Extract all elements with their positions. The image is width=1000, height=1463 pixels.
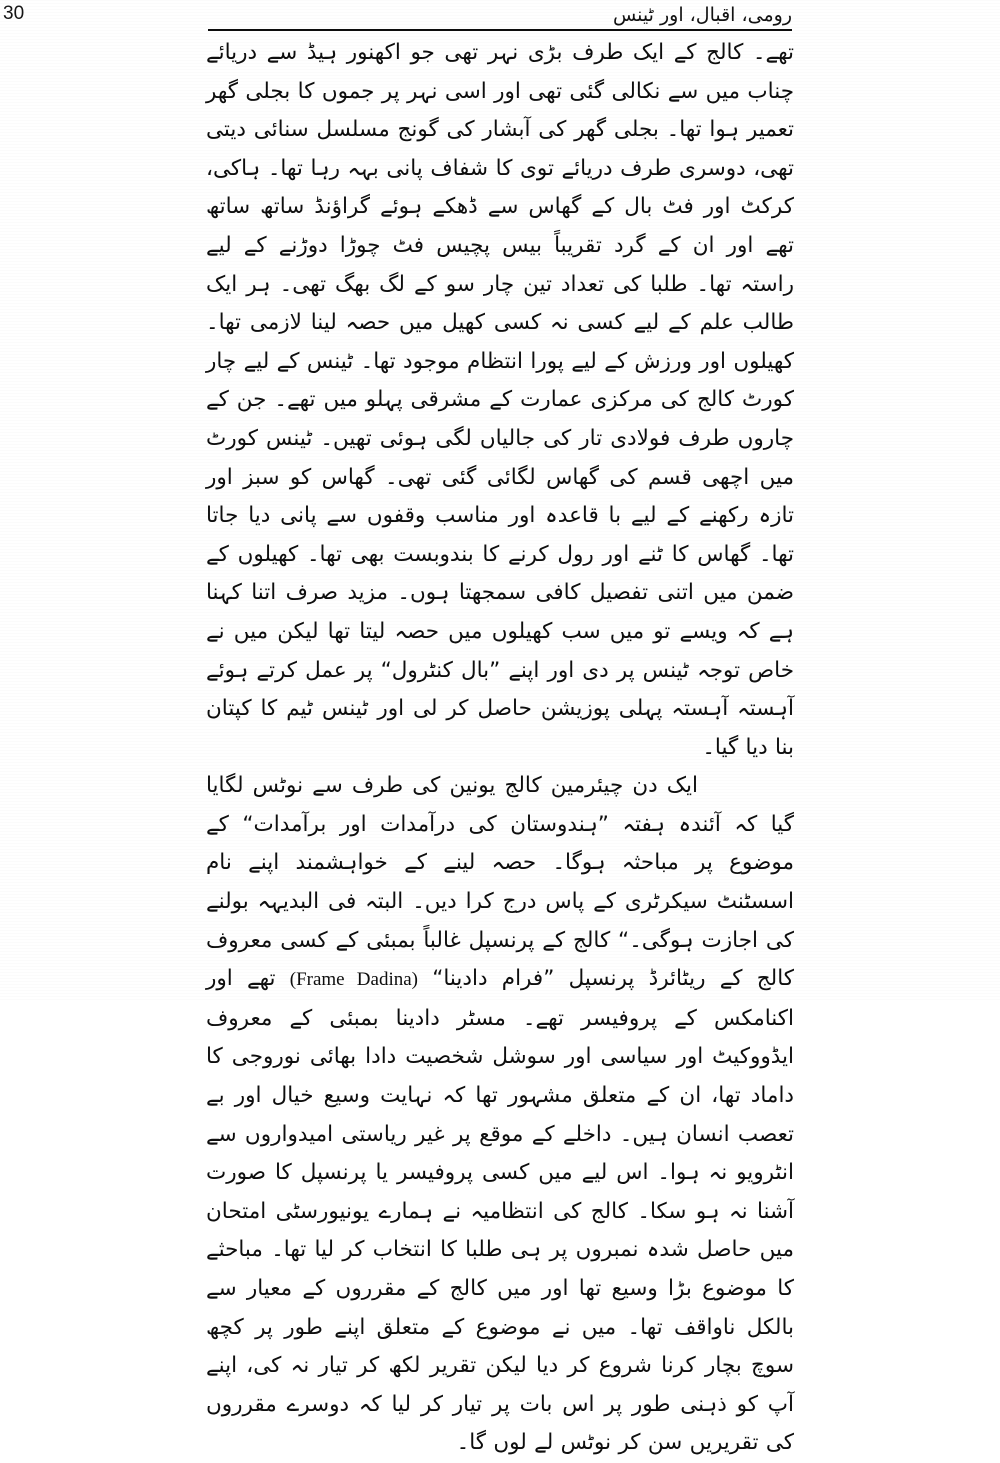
paragraph-2-text-after-latin: تھے اور اکنامکس کے پروفیسر تھے۔ مسٹر دادینا بمبئی کے معروف ایڈووکیٹ اور سیاسی اور سوشل شخصیت دادا بھائی نوروجی کا داماد تھا، ان کے متعلق مشہور تھا کہ نہایت وسیع خیال اور بے تعصب انسان ہیں۔ داخلے کے موقع پر غیر ریاستی امیدواروں سے انٹرویو نہ ہوا۔ اس لیے میں کسی پروفیسر یا پرنسپل کا صورت آشنا نہ ہو سکا۔ کالج کی انتظامیہ نے ہمارے یونیورسٹی امتحان میں حاصل شدہ نمبروں پر ہی طلبا کا انتخاب کر لیا تھا۔ مباحثے کا موضوع بڑا وسیع تھا اور میں کالج کے مقرروں کے معیار سے بالکل ناواقف تھا۔ میں نے موضوع کے متعلق اپنے طور پر کچھ سوچ بچار کرنا شروع کر دیا لیکن تقریر لکھ کر تیار نہ کی، اپنے آپ کو ذہنی طور پر اس بات پر تیار کر لیا کہ دوسرے مقرروں کی تقریریں سن کر نوٹس لے لوں گا۔ (206, 966, 794, 1456)
latin-inline-frame-dadina: (Frame Dadina) (289, 969, 418, 991)
running-header (208, 2, 792, 32)
paragraph-2 (206, 767, 794, 1463)
body-text-column (206, 34, 795, 1456)
paragraph-1: تھے۔ کالج کے ایک طرف بڑی نہر تھی جو اکھنور ہیڈ سے دریائے چناب میں سے نکالی گئی تھی اور اسی نہر پر جموں کا بجلی گھر تعمیر ہوا تھا۔ بجلی گھر کی آبشار کی گونج مسلسل سنائی دیتی تھی، دوسری طرف دریائے توی کا شفاف پانی بہہ رہا تھا۔ ہاکی، کرکٹ اور فٹ بال کے گھاس سے ڈھکے ہوئے گراؤنڈ ساتھ ساتھ تھے اور ان کے گرد تقریباً بیس پچیس فٹ چوڑا دوڑنے کے لیے راستہ تھا۔ طلبا کی تعداد تین چار سو کے لگ بھگ تھی۔ ہر ایک طالب علم کے لیے کسی نہ کسی کھیل میں حصہ لینا لازمی تھا۔ کھیلوں اور ورزش کے لیے پورا انتظام موجود تھا۔ ٹینس کے لیے چار کورٹ کالج کی مرکزی عمارت کے مشرقی پہلو میں تھے۔ جن کے چاروں طرف فولادی تار کی جالیاں لگی ہوئی تھیں۔ ٹینس کورٹ میں اچھی قسم کی گھاس لگائی گئی تھی۔ گھاس کو سبز اور تازہ رکھنے کے لیے با قاعدہ اور مناسب وقفوں سے پانی دیا جاتا تھا۔ گھاس کا ٹنے اور رول کرنے کا بندوبست بھی تھا۔ کھیلوں کے ضمن میں اتنی تفصیل کافی سمجھتا ہوں۔ مزید صرف اتنا کہنا ہے کہ ویسے تو میں سب کھیلوں میں حصہ لیتا تھا لیکن میں نے خاص توجہ ٹینس پر دی اور اپنے ”بال کنٹرول“ پر عمل کرتے ہوئے آہستہ آہستہ پہلی پوزیشن حاصل کر لی اور ٹینس ٹیم کا کپتان بنا دیا گیا۔ (206, 40, 794, 760)
header-title: رومی، اقبال، اور ٹینس (612, 4, 792, 26)
page-number: 30 (3, 3, 25, 24)
paragraph-2-text-before-latin: ایک دن چیئرمین کالج یونین کی طرف سے نوٹس لگایا گیا کہ آئندہ ہفتہ ”ہندوستان کی درآمدات اور برآمدات“ کے موضوع پر مباحثہ ہوگا۔ حصہ لینے کے خواہشمند اپنے نام اسسٹنٹ سیکرٹری کے پاس درج کرا دیں۔ البتہ فی البدیہہ بولنے کی اجازت ہوگی۔“ کالج کے پرنسپل غالباً بمبئی کے کسی معروف کالج کے ریٹائرڈ پرنسپل ”فرام دادینا“ (206, 773, 795, 992)
header-divider (208, 29, 792, 31)
